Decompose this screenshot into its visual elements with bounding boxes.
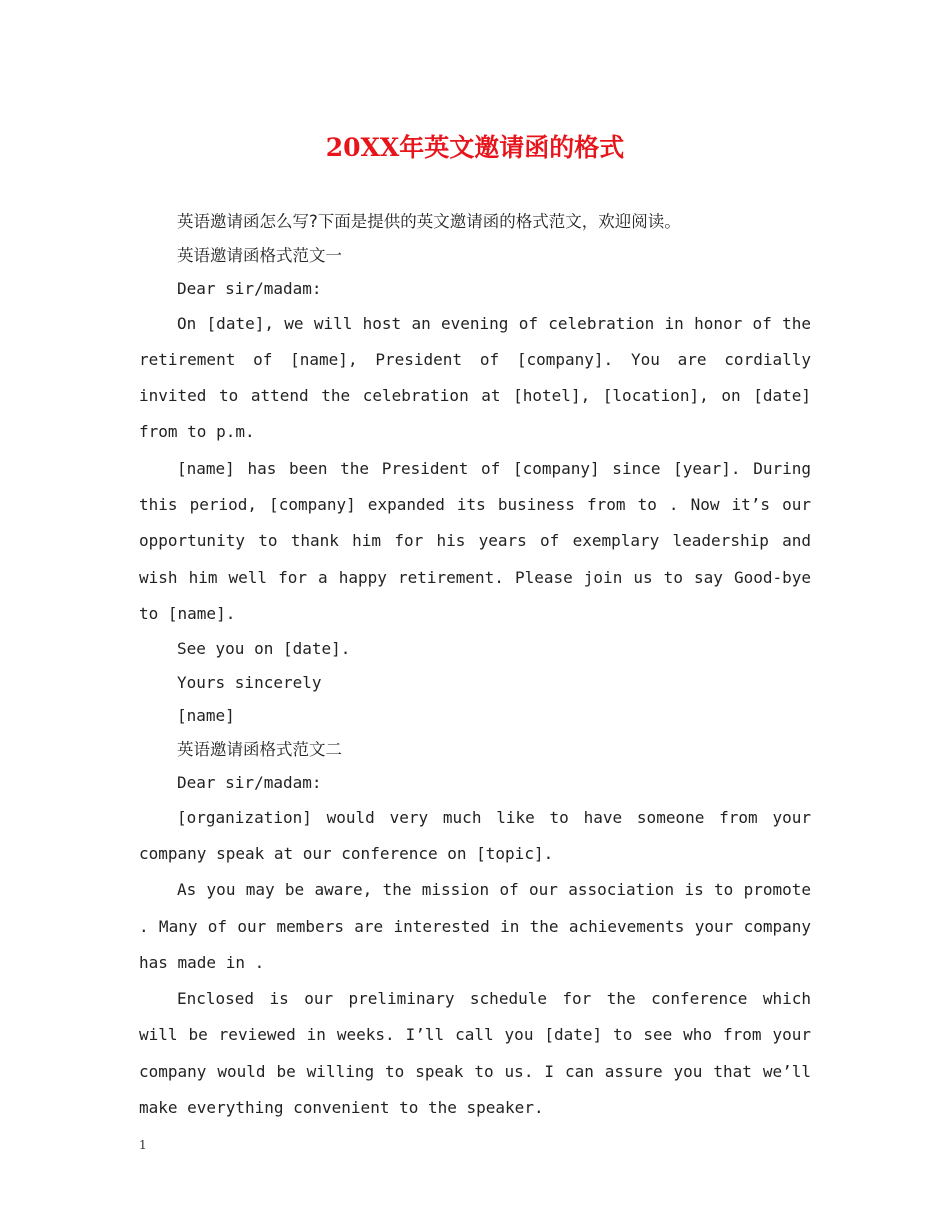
letter-one-closing-line: See you on [date]. (177, 639, 351, 659)
sample-one-heading: 英语邀请函格式范文一 (177, 245, 342, 265)
letter-one-signature: [name] (177, 706, 235, 726)
letter-two-paragraph-2: As you may be aware, the mission of our association is to promote . Many of our members are interested in the achievements your company has made in . (139, 880, 811, 972)
document-body (139, 205, 811, 1126)
salutation-two: Dear sir/madam: (177, 773, 322, 793)
letter-one-paragraph-2: [name] has been the President of [company] since [year]. During this period, [company] expanded its business from to . Now it’s our opportunity to thank him for his years of exemplary leadership and wish him well for a happy retirement. Please join us to say Good-bye to [name]. (139, 458, 811, 623)
letter-one-valediction: Yours sincerely (177, 672, 322, 692)
letter-two-paragraph-1: [organization] would very much like to have someone from your company speak at our conference on [topic]. (139, 807, 811, 863)
sample-two-heading: 英语邀请函格式范文二 (177, 739, 342, 759)
letter-one-paragraph-1: On [date], we will host an evening of celebration in honor of the retirement of [name], President of [company]. You are cordially invited to attend the celebration at [hotel], [location], on [date] from to p.m. (139, 313, 811, 442)
intro-paragraph: 英语邀请函怎么写?下面是提供的英文邀请函的格式范文，欢迎阅读。 (177, 212, 681, 231)
document-title: 20XX年英文邀请函的格式 (325, 133, 625, 162)
page-number: 1 (139, 1138, 147, 1152)
salutation-one: Dear sir/madam: (177, 279, 322, 298)
letter-two-paragraph-3: Enclosed is our preliminary schedule for the conference which will be reviewed in weeks. I’ll call you [date] to see who from your company would be willing to speak to us. I can assure you that we’ll make everything convenient to the speaker. (139, 989, 811, 1118)
